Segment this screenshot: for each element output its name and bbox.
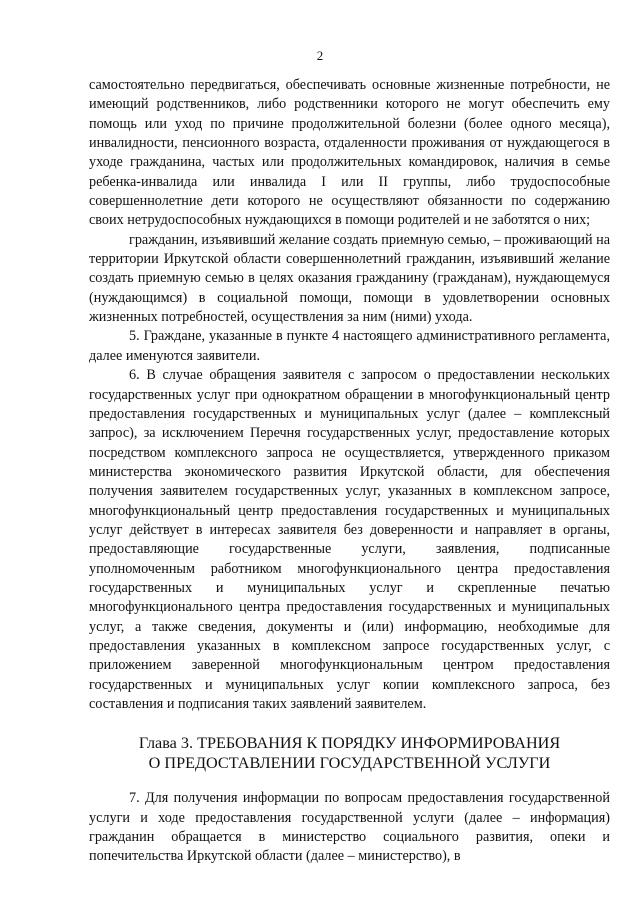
paragraph-5: 5. Граждане, указанные в пункте 4 настоящего административного регламента, далее именуются заявители. bbox=[89, 328, 610, 364]
paragraph-6: 6. В случае обращения заявителя с запросом о предоставлении нескольких государственных услуг при однократном обращении в многофункциональный центр предоставления государственных и муниципальных услуг (далее – комплексный запрос), за исключением Перечня государственных услуг, предоставление которых посредством комплексного запроса не осуществляется, утвержденного приказом министерства экономического развития Иркутской области, для обеспечения получения заявителем государственных услуг, указанных в комплексном запросе, многофункциональный центр предоставления государственных и муниципальных услуг действует в интересах заявителя без доверенности и направляет в органы, предоставляющие государственные услуги, заявления, подписанные уполномоченным работником многофункционального центра предоставления государственных и муниципальных услуг и скрепленные печатью многофункционального центра предоставления государственных и муниципальных услуг, а также сведения, документы и (или) информацию, необходимые для предоставления указанных в комплексном запросе государственных услуг, с приложением заверенной многофункциональным центром предоставления государственных и муниципальных услуг копии комплексного запроса, без составления и подписания таких заявлений заявителем. bbox=[89, 367, 610, 712]
chapter-heading-line-1: Глава 3. ТРЕБОВАНИЯ К ПОРЯДКУ ИНФОРМИРОВАНИЯ bbox=[138, 734, 561, 753]
paragraph-7: 7. Для получения информации по вопросам предоставления государственной услуги и ходе предоставления государственной услуги (далее – информация) гражданин обращается в министерство социального развития, опеки и попечительства Иркутской области (далее – министерство), в bbox=[89, 790, 610, 865]
paragraph-caregiver-definition: гражданин, изъявивший желание создать приемную семью, – проживающий на территории Иркутской области совершеннолетний гражданин, изъявивший желание создать приемную семью в целях оказания гражданину (гражданам), нуждающемуся (нуждающимся) в социальной помощи, помощи в удовлетворении основных жизненных потребностей, осуществления за ним (ними) ухода. bbox=[89, 231, 610, 326]
document-body bbox=[89, 76, 610, 867]
paragraph-continuation: самостоятельно передвигаться, обеспечивать основные жизненные потребности, не имеющий родственников, либо родственники которого не могут обеспечить ему помощь или уход по причине продолжительной болезни (более одного месяца), инвалидности, пенсионного возраста, отдаленности проживания от нуждающегося в уходе гражданина, частых или продолжительных командировок, наличия в семье ребенка-инвалида или инвалида I или II группы, либо трудоспособные совершеннолетние дети которого не осуществляют обязанности по содержанию своих нетрудоспособных нуждающихся в помощи родителей и не заботятся о них; bbox=[89, 77, 610, 229]
page-number: 2 bbox=[316, 48, 324, 63]
chapter-heading bbox=[89, 733, 610, 773]
chapter-heading-line-2: О ПРЕДОСТАВЛЕНИИ ГОСУДАРСТВЕННОЙ УСЛУГИ bbox=[148, 754, 551, 773]
